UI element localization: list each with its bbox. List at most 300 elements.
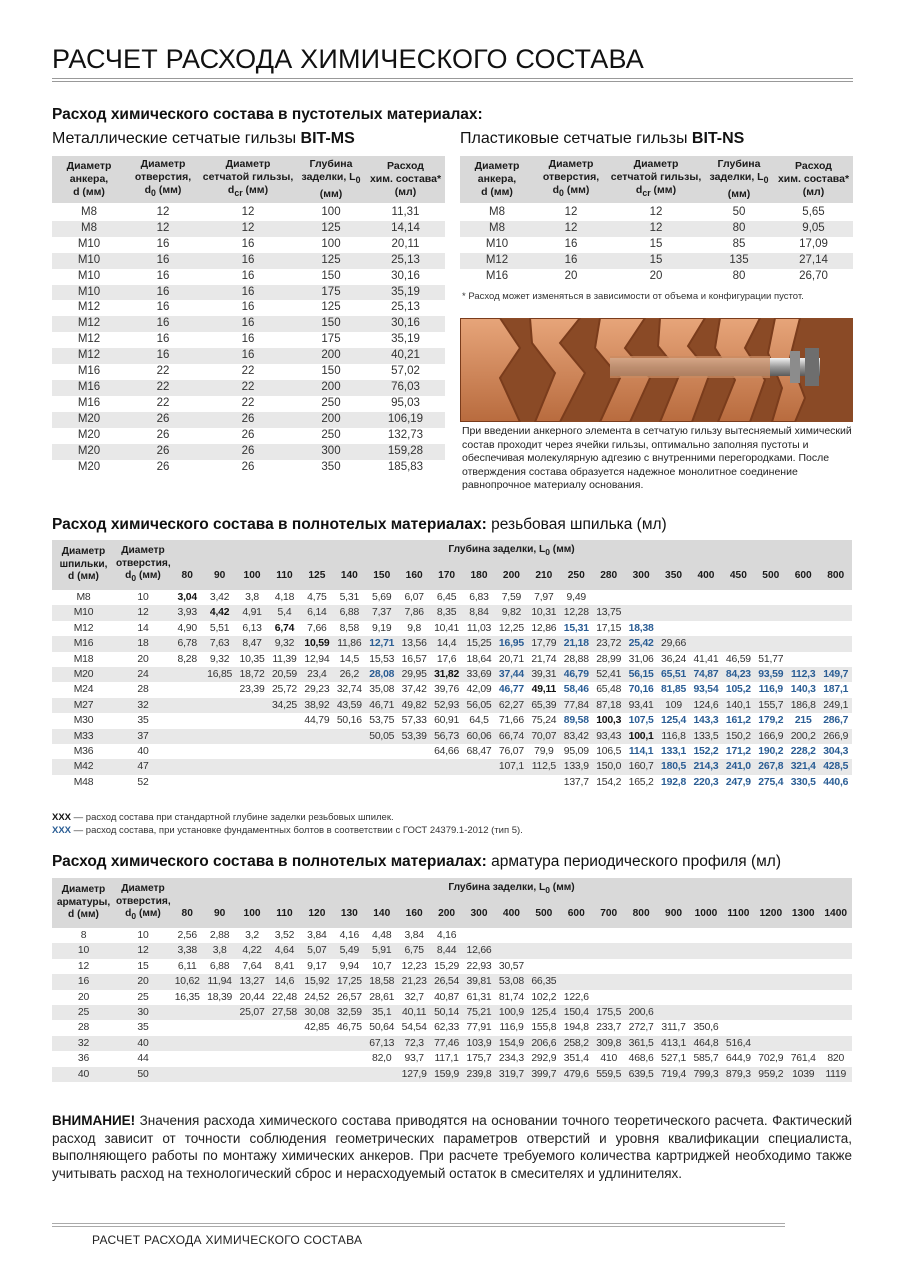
ms-row xyxy=(52,269,445,285)
rebar-row xyxy=(52,959,852,974)
rod-value-cell: 65,39 xyxy=(528,698,560,713)
rebar-hole-cell: 50 xyxy=(115,1067,171,1082)
rod-value-cell: 52,41 xyxy=(592,667,624,682)
ms-cell: 35,19 xyxy=(366,285,445,301)
rod-value-cell: 321,4 xyxy=(787,759,819,774)
rod-value-cell: 171,2 xyxy=(722,744,754,759)
rod-value-cell: 6,74 xyxy=(268,621,300,636)
rebar-value-cell xyxy=(690,1005,722,1020)
rod-value-cell xyxy=(787,652,819,667)
rebar-value-cell: 585,7 xyxy=(690,1051,722,1066)
rebar-value-cell: 30,08 xyxy=(301,1005,333,1020)
rod-value-cell xyxy=(690,590,722,605)
ms-cell: 16 xyxy=(126,300,200,316)
rod-value-cell xyxy=(722,590,754,605)
rebar-value-cell: 10,62 xyxy=(171,974,203,989)
rod-value-cell xyxy=(171,775,203,790)
rebar-value-cell xyxy=(755,990,787,1005)
rod-value-cell: 15,53 xyxy=(366,652,398,667)
rebar-depth-label: 140 xyxy=(366,900,398,928)
rod-value-cell: 10,59 xyxy=(301,636,333,651)
ns-row xyxy=(460,221,853,237)
ms-cell: 26 xyxy=(126,444,200,460)
rod-value-cell: 46,77 xyxy=(495,682,527,697)
rebar-diameter-cell: 40 xyxy=(52,1067,115,1082)
rebar-value-cell: 399,7 xyxy=(528,1067,560,1082)
rod-row xyxy=(52,713,852,728)
rebar-value-cell: 234,3 xyxy=(495,1051,527,1066)
rod-value-cell: 137,7 xyxy=(560,775,592,790)
rod-value-cell: 17,6 xyxy=(430,652,462,667)
rod-value-cell: 143,3 xyxy=(690,713,722,728)
rod-row xyxy=(52,682,852,697)
rebar-diameter-cell: 25 xyxy=(52,1005,115,1020)
rod-value-cell: 112,3 xyxy=(787,667,819,682)
rod-value-cell: 93,54 xyxy=(690,682,722,697)
rebar-value-cell: 67,13 xyxy=(366,1036,398,1051)
rebar-value-cell: 32,7 xyxy=(398,990,430,1005)
sleeve-caption: При введении анкерного элемента в сетчатую гильзу вытесняемый химический состав проходит через ячейки гильзы, оптимально заполняя пустоты и обеспечивая молекулярную адгезию с внутренними перегородками. После отверждения состава образуется надежное монолитное соединение равнопрочное материалу основания. xyxy=(462,425,852,492)
rod-value-cell xyxy=(171,759,203,774)
ms-cell: 16 xyxy=(200,253,296,269)
rod-value-cell: 192,8 xyxy=(657,775,689,790)
rebar-value-cell: 102,2 xyxy=(528,990,560,1005)
rod-value-cell: 52,93 xyxy=(430,698,462,713)
rebar-heading xyxy=(52,853,781,871)
rebar-value-cell: 16,35 xyxy=(171,990,203,1005)
rod-value-cell: 161,2 xyxy=(722,713,754,728)
rod-value-cell: 140,3 xyxy=(787,682,819,697)
ms-cell: 12 xyxy=(126,221,200,237)
rebar-value-cell: 17,25 xyxy=(333,974,365,989)
ms-cell: 22 xyxy=(126,364,200,380)
attention-note xyxy=(52,1112,852,1183)
rod-value-cell xyxy=(787,605,819,620)
ms-row xyxy=(52,221,445,237)
rebar-value-cell: 21,23 xyxy=(398,974,430,989)
ms-cell: 125 xyxy=(296,221,366,237)
ms-cell: M16 xyxy=(52,380,126,396)
rod-value-cell xyxy=(755,636,787,651)
rod-value-cell: 74,87 xyxy=(690,667,722,682)
rod-value-cell xyxy=(657,590,689,605)
rod-value-cell: 83,42 xyxy=(560,729,592,744)
ms-cell: M10 xyxy=(52,253,126,269)
ms-cell: 250 xyxy=(296,396,366,412)
ns-col-depth: Глубина заделки, $L_0$ (мм) xyxy=(704,156,774,204)
rod-value-cell: 428,5 xyxy=(819,759,852,774)
rod-value-cell: 16,57 xyxy=(398,652,430,667)
rebar-value-cell xyxy=(236,1051,268,1066)
rebar-value-cell: 239,8 xyxy=(463,1067,495,1082)
ns-row xyxy=(460,269,853,285)
rod-value-cell: 154,2 xyxy=(592,775,624,790)
rebar-value-cell: 879,3 xyxy=(722,1067,754,1082)
rod-value-cell: 17,79 xyxy=(528,636,560,651)
rebar-value-cell: 100,9 xyxy=(495,1005,527,1020)
rebar-value-cell xyxy=(755,943,787,958)
rebar-value-cell: 4,22 xyxy=(236,943,268,958)
rod-value-cell: 60,91 xyxy=(430,713,462,728)
rod-depth-header: Глубина заделки, $L_0$ (мм) xyxy=(171,540,852,562)
rebar-value-cell xyxy=(657,943,689,958)
ms-cell: 132,73 xyxy=(366,428,445,444)
rod-subheading: резьбовая шпилька (мл) xyxy=(486,516,667,533)
ms-cell: M12 xyxy=(52,300,126,316)
rebar-value-cell: 413,1 xyxy=(657,1036,689,1051)
rod-depth-label: 150 xyxy=(366,562,398,590)
rod-value-cell xyxy=(236,759,268,774)
rebar-diameter-cell: 12 xyxy=(52,959,115,974)
ns-header-row xyxy=(460,156,853,204)
rod-depth-label: 180 xyxy=(463,562,495,590)
rod-value-cell: 8,84 xyxy=(463,605,495,620)
rod-depth-label: 210 xyxy=(528,562,560,590)
ms-cell: 57,02 xyxy=(366,364,445,380)
rebar-depth-label: 80 xyxy=(171,900,203,928)
rod-value-cell: 12,86 xyxy=(528,621,560,636)
rebar-value-cell: 54,54 xyxy=(398,1020,430,1035)
rod-value-cell: 23,72 xyxy=(592,636,624,651)
rebar-value-cell xyxy=(592,990,624,1005)
rebar-value-cell: 361,5 xyxy=(625,1036,657,1051)
ms-cell: 26 xyxy=(200,428,296,444)
rod-depth-label: 450 xyxy=(722,562,754,590)
ms-cell: M12 xyxy=(52,348,126,364)
rebar-value-cell: 77,46 xyxy=(430,1036,462,1051)
rod-value-cell: 304,3 xyxy=(819,744,852,759)
rod-value-cell xyxy=(430,759,462,774)
rod-value-cell xyxy=(463,775,495,790)
rod-value-cell: 39,31 xyxy=(528,667,560,682)
rebar-value-cell: 639,5 xyxy=(625,1067,657,1082)
rebar-hole-cell: 20 xyxy=(115,974,171,989)
rebar-value-cell xyxy=(268,1051,300,1066)
rod-heading-bold: Расход химического состава в полнотелых материалах: xyxy=(52,516,487,533)
rod-value-cell xyxy=(268,775,300,790)
ns-body xyxy=(460,204,853,285)
rod-value-cell: 18,72 xyxy=(236,667,268,682)
rod-value-cell: 6,83 xyxy=(463,590,495,605)
rebar-value-cell xyxy=(463,928,495,943)
ns-cell: M8 xyxy=(460,221,534,237)
rod-header-row-1 xyxy=(52,540,852,562)
rebar-depth-header: Глубина заделки, $L_0$ (мм) xyxy=(171,878,852,900)
rebar-value-cell: 559,5 xyxy=(592,1067,624,1082)
rebar-value-cell: 53,08 xyxy=(495,974,527,989)
rod-row xyxy=(52,590,852,605)
ms-cell: M20 xyxy=(52,444,126,460)
ms-cell: 16 xyxy=(200,269,296,285)
ms-cell: 16 xyxy=(126,316,200,332)
rebar-value-cell: 4,16 xyxy=(430,928,462,943)
rod-value-cell: 29,95 xyxy=(398,667,430,682)
rebar-value-cell: 20,44 xyxy=(236,990,268,1005)
rod-value-cell xyxy=(819,605,852,620)
rod-value-cell: 214,3 xyxy=(690,759,722,774)
rod-value-cell: 21,18 xyxy=(560,636,592,651)
rod-value-cell: 49,82 xyxy=(398,698,430,713)
rebar-row xyxy=(52,990,852,1005)
rod-value-cell xyxy=(301,775,333,790)
ms-title-bold: BIT-MS xyxy=(300,130,355,147)
rod-hole-cell: 47 xyxy=(115,759,171,774)
rebar-value-cell: 116,9 xyxy=(495,1020,527,1035)
rebar-table xyxy=(52,878,852,1082)
rebar-value-cell: 75,21 xyxy=(463,1005,495,1020)
rod-value-cell: 6,88 xyxy=(333,605,365,620)
rod-value-cell: 116,8 xyxy=(657,729,689,744)
rod-value-cell: 56,73 xyxy=(430,729,462,744)
rebar-value-cell: 820 xyxy=(819,1051,852,1066)
footer-rule xyxy=(52,1223,785,1227)
rebar-value-cell: 3,84 xyxy=(301,928,333,943)
rebar-value-cell: 258,2 xyxy=(560,1036,592,1051)
rod-value-cell: 12,28 xyxy=(560,605,592,620)
ms-cell: 200 xyxy=(296,348,366,364)
rebar-value-cell: 40,11 xyxy=(398,1005,430,1020)
ms-cell: M10 xyxy=(52,269,126,285)
rod-diameter-cell: M18 xyxy=(52,652,115,667)
rebar-value-cell: 3,52 xyxy=(268,928,300,943)
rod-row xyxy=(52,729,852,744)
rebar-value-cell xyxy=(268,1020,300,1035)
rod-value-cell: 8,58 xyxy=(333,621,365,636)
rebar-value-cell xyxy=(366,1067,398,1082)
rebar-value-cell: 719,4 xyxy=(657,1067,689,1082)
rod-value-cell: 10,31 xyxy=(528,605,560,620)
rod-value-cell: 249,1 xyxy=(819,698,852,713)
ms-col-anchor: Диаметр анкера, d (мм) xyxy=(52,156,126,204)
rebar-value-cell: 5,07 xyxy=(301,943,333,958)
rebar-value-cell: 50,64 xyxy=(366,1020,398,1035)
rebar-depth-label: 90 xyxy=(203,900,235,928)
rebar-value-cell xyxy=(333,1067,365,1082)
ns-col-sleeve: Диаметр сетчатой гильзы, $d_{cr}$ (мм) xyxy=(608,156,704,204)
rebar-value-cell xyxy=(301,1051,333,1066)
rebar-value-cell: 5,91 xyxy=(366,943,398,958)
rod-value-cell xyxy=(171,682,203,697)
rod-value-cell xyxy=(301,729,333,744)
ms-cell: 22 xyxy=(200,380,296,396)
legend-standard-text: — расход состава при стандартной глубине заделки резьбовых шпилек. xyxy=(71,812,394,823)
rebar-row xyxy=(52,1051,852,1066)
rod-row xyxy=(52,775,852,790)
rod-value-cell: 15,25 xyxy=(463,636,495,651)
rod-row xyxy=(52,667,852,682)
rebar-value-cell xyxy=(528,943,560,958)
rebar-value-cell xyxy=(495,928,527,943)
ms-row xyxy=(52,348,445,364)
rebar-row xyxy=(52,1067,852,1082)
rod-value-cell: 150,0 xyxy=(592,759,624,774)
rod-value-cell: 4,42 xyxy=(203,605,235,620)
rod-value-cell: 5,31 xyxy=(333,590,365,605)
rod-diameter-cell: M8 xyxy=(52,590,115,605)
rod-legend-gost xyxy=(52,825,523,836)
rebar-value-cell: 26,57 xyxy=(333,990,365,1005)
rod-value-cell xyxy=(398,744,430,759)
rebar-value-cell: 233,7 xyxy=(592,1020,624,1035)
rebar-value-cell: 27,58 xyxy=(268,1005,300,1020)
rebar-value-cell: 8,41 xyxy=(268,959,300,974)
ms-cell: 16 xyxy=(126,285,200,301)
rod-row xyxy=(52,744,852,759)
rod-value-cell: 38,92 xyxy=(301,698,333,713)
ms-row xyxy=(52,364,445,380)
rebar-value-cell: 72,3 xyxy=(398,1036,430,1051)
rebar-diameter-cell: 16 xyxy=(52,974,115,989)
rod-diameter-cell: M42 xyxy=(52,759,115,774)
ms-row xyxy=(52,428,445,444)
rod-value-cell xyxy=(203,744,235,759)
rebar-value-cell: 3,38 xyxy=(171,943,203,958)
rebar-value-cell: 527,1 xyxy=(657,1051,689,1066)
rod-value-cell: 53,39 xyxy=(398,729,430,744)
rod-depth-label: 400 xyxy=(690,562,722,590)
rebar-hole-cell: 25 xyxy=(115,990,171,1005)
rod-value-cell xyxy=(203,698,235,713)
rod-value-cell: 155,7 xyxy=(755,698,787,713)
rod-value-cell: 106,5 xyxy=(592,744,624,759)
rod-hole-cell: 20 xyxy=(115,652,171,667)
rebar-value-cell xyxy=(528,959,560,974)
rebar-value-cell: 22,48 xyxy=(268,990,300,1005)
rebar-value-cell xyxy=(236,1036,268,1051)
rod-value-cell: 18,64 xyxy=(463,652,495,667)
legend-bold-sample: XXX xyxy=(52,812,72,823)
rod-value-cell: 56,05 xyxy=(463,698,495,713)
ms-cell: M20 xyxy=(52,412,126,428)
rebar-value-cell: 464,8 xyxy=(690,1036,722,1051)
rod-value-cell xyxy=(722,636,754,651)
rebar-value-cell: 272,7 xyxy=(625,1020,657,1035)
ms-cell: 26 xyxy=(200,444,296,460)
rebar-value-cell: 22,93 xyxy=(463,959,495,974)
rod-value-cell: 16,85 xyxy=(203,667,235,682)
rebar-value-cell xyxy=(495,943,527,958)
ns-col-consumption: Расход хим. состава* (мл) xyxy=(774,156,853,204)
rod-value-cell: 114,1 xyxy=(625,744,657,759)
rebar-value-cell: 2,88 xyxy=(203,928,235,943)
rod-value-cell: 14,5 xyxy=(333,652,365,667)
rebar-diameter-cell: 36 xyxy=(52,1051,115,1066)
rod-value-cell: 186,8 xyxy=(787,698,819,713)
rod-value-cell xyxy=(755,590,787,605)
ns-cell: 17,09 xyxy=(774,237,853,253)
ms-cell: 100 xyxy=(296,204,366,221)
rod-value-cell: 9,82 xyxy=(495,605,527,620)
rebar-value-cell: 61,31 xyxy=(463,990,495,1005)
rebar-value-cell: 26,54 xyxy=(430,974,462,989)
rebar-depth-label: 200 xyxy=(430,900,462,928)
rebar-value-cell: 761,4 xyxy=(787,1051,819,1066)
rebar-value-cell: 200,6 xyxy=(625,1005,657,1020)
rod-value-cell: 23,4 xyxy=(301,667,333,682)
rod-depth-label: 350 xyxy=(657,562,689,590)
rebar-value-cell xyxy=(722,974,754,989)
rod-value-cell: 46,79 xyxy=(560,667,592,682)
rod-value-cell: 11,39 xyxy=(268,652,300,667)
rod-value-cell: 10,35 xyxy=(236,652,268,667)
ms-cell: 175 xyxy=(296,332,366,348)
rebar-body xyxy=(52,928,852,1082)
rod-hole-cell: 28 xyxy=(115,682,171,697)
rod-value-cell xyxy=(171,698,203,713)
ns-title xyxy=(460,130,744,148)
ms-cell: 95,03 xyxy=(366,396,445,412)
rebar-value-cell: 18,39 xyxy=(203,990,235,1005)
ms-row xyxy=(52,332,445,348)
rebar-value-cell: 2,56 xyxy=(171,928,203,943)
rod-value-cell: 12,25 xyxy=(495,621,527,636)
ms-cell: 30,16 xyxy=(366,269,445,285)
rod-value-cell: 179,2 xyxy=(755,713,787,728)
rebar-value-cell: 959,2 xyxy=(755,1067,787,1082)
rod-value-cell: 247,9 xyxy=(722,775,754,790)
rebar-value-cell xyxy=(333,1051,365,1066)
rebar-value-cell: 319,7 xyxy=(495,1067,527,1082)
ms-cell: M12 xyxy=(52,332,126,348)
rod-depth-label: 250 xyxy=(560,562,592,590)
rebar-hole-cell: 10 xyxy=(115,928,171,943)
rebar-depth-label: 800 xyxy=(625,900,657,928)
rebar-value-cell xyxy=(625,974,657,989)
attention-text: Значения расхода химического состава приводятся на основании точного теоретического расчета. Фактический расход зависит от точности соблюдения геометрических параметров отверстий и уровня квалификации специалиста, выполняющего работы по монтажу химических анкеров. При расчете требуемого количества картриджей необходимо также учитывать расход на технологический сброс и нерасходуемый остаток в смесителях и удлинителях. xyxy=(52,1113,852,1182)
rebar-value-cell xyxy=(787,974,819,989)
rod-value-cell xyxy=(625,590,657,605)
rod-value-cell xyxy=(819,621,852,636)
rebar-depth-label: 160 xyxy=(398,900,430,928)
rebar-value-cell: 117,1 xyxy=(430,1051,462,1066)
rebar-value-cell xyxy=(592,959,624,974)
rebar-value-cell xyxy=(722,990,754,1005)
rod-value-cell: 25,72 xyxy=(268,682,300,697)
rebar-value-cell xyxy=(722,1020,754,1035)
rebar-depth-label: 1300 xyxy=(787,900,819,928)
rod-value-cell xyxy=(722,621,754,636)
rod-value-cell: 95,09 xyxy=(560,744,592,759)
rod-value-cell: 64,66 xyxy=(430,744,462,759)
rod-value-cell xyxy=(592,590,624,605)
rod-value-cell xyxy=(819,590,852,605)
ns-row xyxy=(460,237,853,253)
rebar-depth-label: 700 xyxy=(592,900,624,928)
ms-cell: 350 xyxy=(296,460,366,476)
rod-value-cell: 200,2 xyxy=(787,729,819,744)
rebar-value-cell: 6,11 xyxy=(171,959,203,974)
rebar-value-cell: 154,9 xyxy=(495,1036,527,1051)
rebar-value-cell: 7,64 xyxy=(236,959,268,974)
rod-value-cell xyxy=(203,682,235,697)
rod-value-cell: 9,32 xyxy=(268,636,300,651)
rebar-value-cell xyxy=(625,959,657,974)
rod-value-cell xyxy=(690,621,722,636)
page-title: РАСЧЕТ РАСХОДА ХИМИЧЕСКОГО СОСТАВА xyxy=(52,44,645,74)
ns-cell: 16 xyxy=(534,237,608,253)
rebar-value-cell: 9,94 xyxy=(333,959,365,974)
rebar-value-cell: 4,16 xyxy=(333,928,365,943)
ms-cell: M20 xyxy=(52,428,126,444)
rebar-value-cell: 292,9 xyxy=(528,1051,560,1066)
rebar-value-cell xyxy=(787,1005,819,1020)
rod-value-cell: 10,41 xyxy=(430,621,462,636)
rebar-value-cell: 4,48 xyxy=(366,928,398,943)
rod-depth-label: 600 xyxy=(787,562,819,590)
rod-value-cell: 29,66 xyxy=(657,636,689,651)
rod-value-cell xyxy=(657,605,689,620)
rod-value-cell: 77,84 xyxy=(560,698,592,713)
